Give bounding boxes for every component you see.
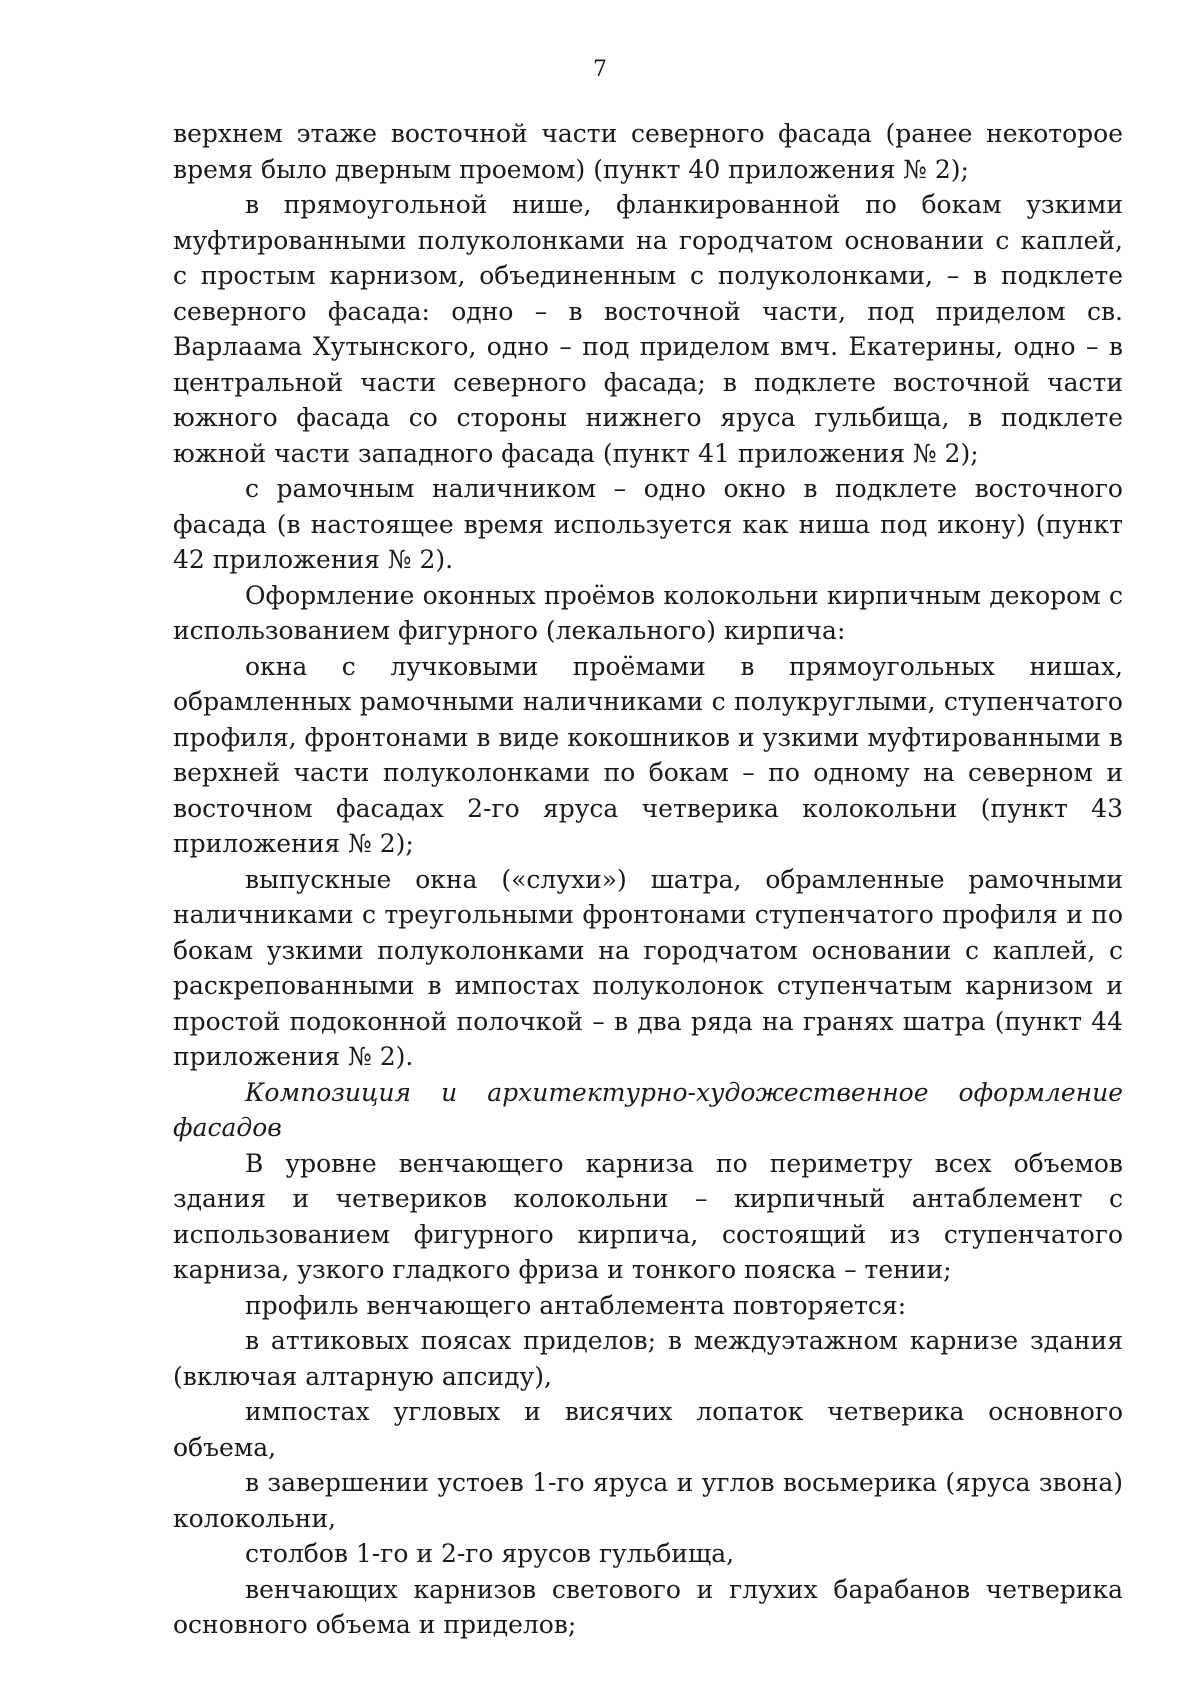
paragraph-buttresses: в завершении устоев 1-го яруса и углов восьмерика (яруса звона) колокольни, bbox=[173, 1468, 1123, 1533]
paragraph-entablature: В уровне венчающего карниза по периметру всех объемов здания и четвериков колокольни – кирпичный антаблемент с использованием фигурного кирпича, состоящий из ступенчатого карниза, узкого гладкого фриза и тонкого пояска – тении; bbox=[173, 1148, 1123, 1284]
page-number: 7 bbox=[593, 57, 607, 82]
paragraph-niche-windows: в прямоугольной нише, фланкированной по бокам узкими муфтированными полуколонками на городчатом основании с каплей, с простым карнизом, объединенным с полуколонками, – в подклете северного фасада: одно – в восточной части, под приделом св. Варлаама Хутынского, одно – под приделом вмч. Екатерины, одно – в центральной части северного фасада; в подклете восточной части южного фасада со стороны нижнего яруса гульбища, в подклете южной части западного фасада (пункт 41 приложения № 2); bbox=[173, 190, 1123, 468]
paragraph-dormer-windows: выпускные окна («слухи») шатра, обрамленные рамочными наличниками с треугольными фронтонами ступенчатого профиля и по бокам узкими полуколонками на городчатом основании с каплей, с раскрепованными в импостах полуколонок ступенчатым карнизом и простой подоконной полочкой – в два ряда на гранях шатра (пункт 44 приложения № 2). bbox=[173, 864, 1123, 1071]
paragraph-attic-belts: в аттиковых поясах приделов; в междуэтажном карнизе здания (включая алтарную апсиду), bbox=[173, 1326, 1123, 1391]
paragraph-imposts: импостах угловых и висячих лопаток четверика основного объема, bbox=[173, 1397, 1123, 1462]
paragraph-frame-window: с рамочным наличником – одно окно в подклете восточного фасада (в настоящее время используется как ниша под икону) (пункт 42 приложения № 2). bbox=[173, 474, 1123, 574]
paragraph-drum-cornices: венчающих карнизов светового и глухих барабанов четверика основного объема и приделов; bbox=[173, 1574, 1123, 1639]
paragraph-profile-repeats: профиль венчающего антаблемента повторяется: bbox=[245, 1290, 907, 1320]
paragraph-continuation: верхнем этаже восточной части северного фасада (ранее некоторое время было дверным проемом) (пункт 40 приложения № 2); bbox=[173, 119, 1123, 184]
section-heading: Композиция и архитектурно-художественное оформление фасадов bbox=[173, 1077, 1123, 1142]
document-body bbox=[173, 116, 1123, 1643]
paragraph-gallery-pillars: столбов 1-го и 2-го ярусов гульбища, bbox=[245, 1539, 735, 1568]
paragraph-belltower-decor: Оформление оконных проёмов колокольни кирпичным декором с использованием фигурного (лекального) кирпича: bbox=[173, 580, 1123, 645]
paragraph-arched-windows: окна с лучковыми проёмами в прямоугольных нишах, обрамленных рамочными наличниками с полукруглыми, ступенчатого профиля, фронтонами в виде кокошников и узкими муфтированными в верхней части полуколонками по бокам – по одному на северном и восточном фасадах 2-го яруса четверика колокольни (пункт 43 приложения № 2); bbox=[173, 651, 1123, 858]
